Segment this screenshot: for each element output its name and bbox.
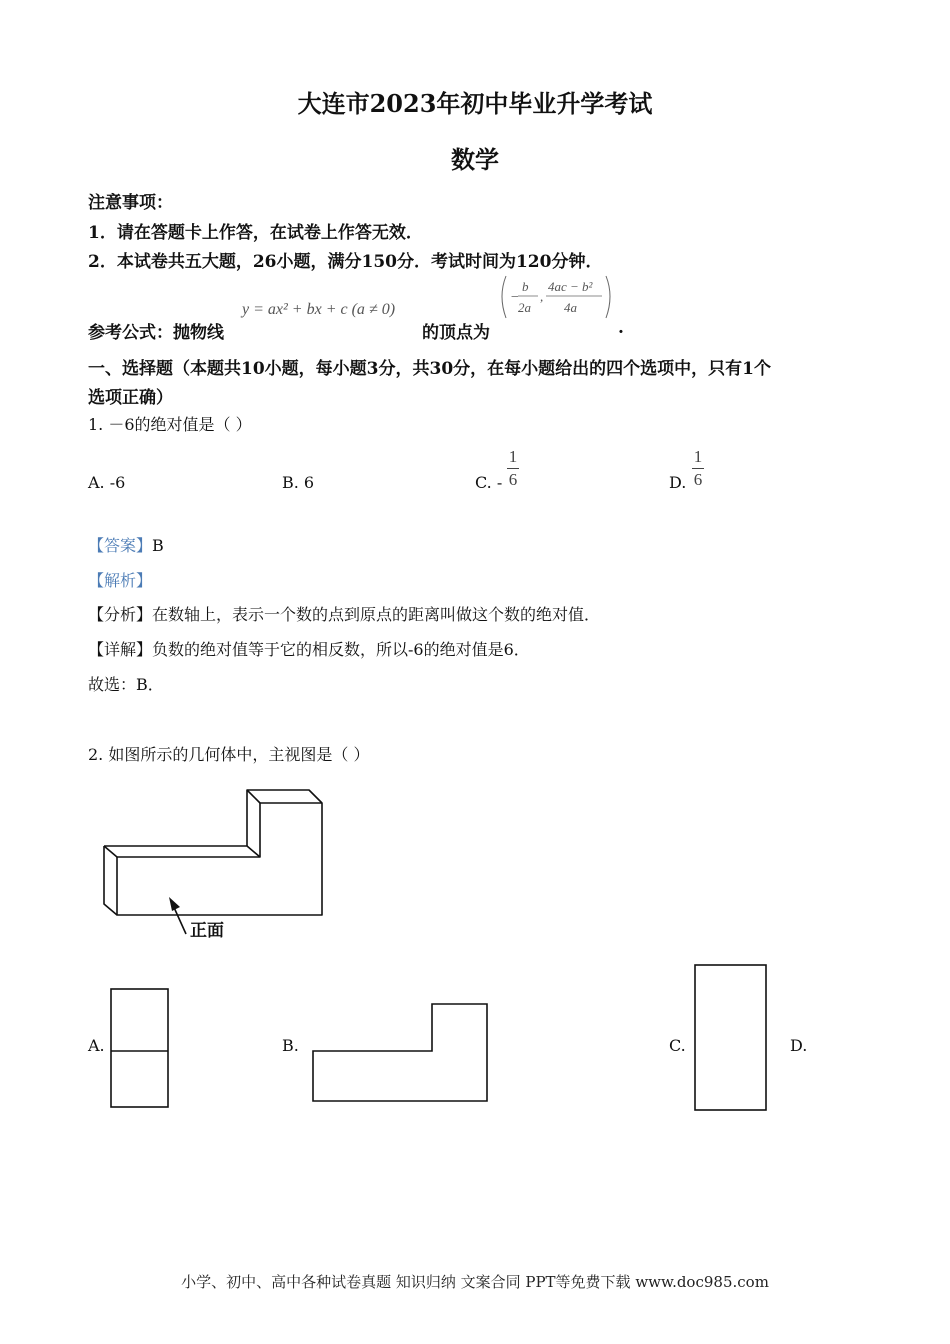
q1-stem: 1. －6的绝对值是（ ） — [88, 415, 252, 434]
svg-text:4a: 4a — [564, 300, 577, 315]
q2-option-a: A. — [88, 1036, 105, 1055]
q1-option-b: B. 6 — [282, 473, 315, 492]
formula-prefix: 参考公式：抛物线 — [88, 323, 224, 343]
section1-heading: 一、选择题（本题共10小题，每小题3分，共30分，在每小题给出的四个选项中，只有1个 — [88, 359, 771, 379]
notes-heading: 注意事项： — [88, 193, 173, 213]
svg-text:,: , — [540, 289, 544, 304]
answer-value: B — [152, 536, 164, 555]
q1-option-a: A. -6 — [88, 473, 126, 492]
fraction-denominator: 6 — [693, 470, 703, 489]
svg-text:b: b — [522, 279, 529, 294]
fraction-numerator: 1 — [693, 447, 703, 466]
q1-option-c: C. - — [475, 473, 503, 492]
formula-expression-text: y = ax² + bx + c (a ≠ 0) — [242, 301, 396, 318]
q2-option-b: B. — [282, 1036, 299, 1055]
exam-title: 大连市2023年初中毕业升学考试 — [297, 89, 653, 118]
q2-stem: 2. 如图所示的几何体中，主视图是（ ） — [88, 745, 370, 764]
notes-item-2: 2．本试卷共五大题，26小题，满分150分．考试时间为120分钟． — [88, 252, 603, 272]
subject-title: 数学 — [451, 145, 499, 174]
q1-option-d: D. — [669, 473, 687, 492]
q1-conclusion: 故选：B． — [88, 675, 164, 694]
page-footer: 小学、初中、高中各种试卷真题 知识归纳 文案合同 PPT等免费下载 www.doc985.com — [181, 1273, 769, 1291]
fraction-numerator: 1 — [508, 447, 518, 466]
answer-tag: 【答案】 — [88, 536, 153, 555]
q2-option-d: D. — [790, 1036, 808, 1055]
fraction-denominator: 6 — [508, 470, 518, 489]
q2-option-b-figure — [312, 1003, 492, 1105]
formula-mid: 的顶点为 — [422, 323, 490, 343]
q2-option-a-figure — [110, 988, 170, 1110]
q1-fenxi: 【分析】在数轴上，表示一个数的点到原点的距离叫做这个数的绝对值． — [88, 605, 601, 624]
svg-text:−: − — [510, 290, 520, 305]
q2-option-c: C. — [669, 1036, 686, 1055]
q1-xiangjie: 【详解】负数的绝对值等于它的相反数，所以-6的绝对值是6． — [88, 640, 530, 659]
q1-analysis-tag: 【解析】 — [88, 571, 153, 590]
svg-text:2a: 2a — [518, 300, 531, 315]
svg-text:4ac − b²: 4ac − b² — [548, 279, 593, 294]
q2-option-c-figure — [694, 964, 770, 1114]
front-view-label: 正面 — [190, 921, 224, 941]
section1-heading-cont: 选项正确） — [88, 388, 173, 408]
formula-end: . — [618, 318, 624, 338]
notes-item-1: 1．请在答题卡上作答，在试卷上作答无效． — [88, 223, 423, 243]
